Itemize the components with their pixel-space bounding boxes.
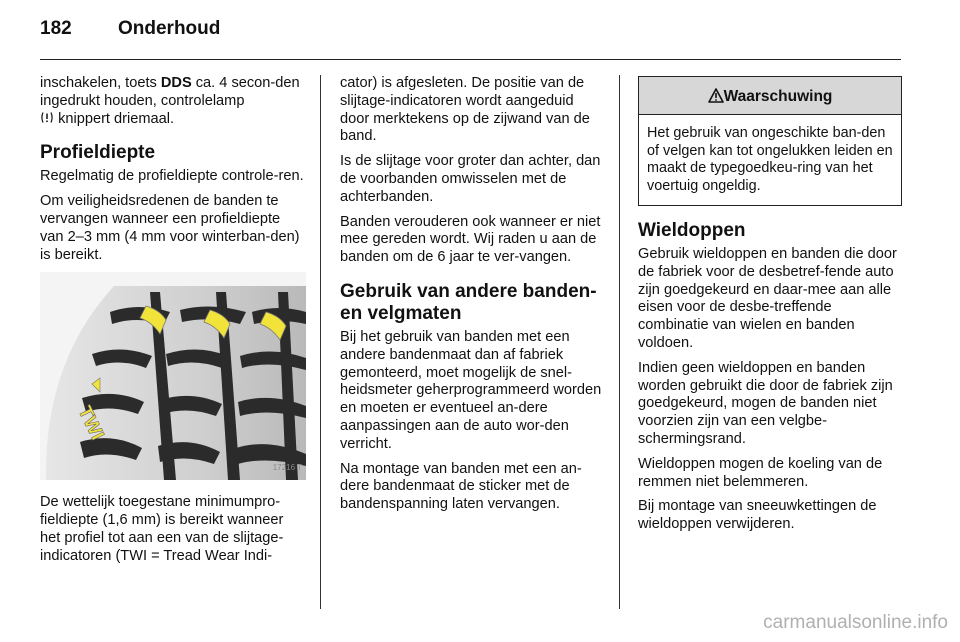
paragraph: Wieldoppen mogen de koeling van de remmen niet belemmeren. (638, 455, 883, 490)
warning-triangle-icon (708, 88, 724, 105)
column-divider (320, 75, 321, 609)
heading-profieldiepte: Profieldiepte (40, 142, 156, 164)
paragraph: Is de slijtage voor groter dan achter, dan de voorbanden omwisselen met de achterbanden. (340, 153, 601, 205)
watermark: carmanualsonline.info (763, 612, 948, 633)
dds-key-label: DDS (160, 75, 192, 91)
paragraph: cator) is afgesleten. De positie van de slijtage-indicatoren wordt aangeduid door merktekens op de zijwand van de band. (340, 75, 590, 145)
tire-tread-illustration (40, 272, 306, 480)
figure-code: 17216 T (272, 462, 302, 472)
paragraph: Bij het gebruik van banden met een andere bandenmaat dan af fabriek gemonteerd, moet mogelijk de snel-heidsmeter geherprogrammeerd worden en moeten er eventueel an-dere aanpassingen aan de auto wor-den verricht. (340, 328, 602, 452)
paragraph: De wettelijk toegestane minimumpro-fieldiepte (1,6 mm) is bereikt wanneer het profiel tot aan een van de slijtage-indicatoren (TWI = Tread Wear Indi- (40, 494, 284, 564)
warning-box (638, 76, 902, 206)
paragraph: Om veiligheidsredenen de banden te vervangen wanneer een profieldiepte van 2–3 mm (4 mm voor winterban-den) is bereikt. (40, 193, 300, 263)
column-divider (619, 75, 620, 609)
warning-text: Het gebruik van ongeschikte ban-den of velgen kan tot ongelukken leiden en maakt de typegoedkeu-ring van het voertuig ongeldig. (647, 124, 893, 195)
column-3 (638, 75, 902, 541)
paragraph: inschakelen, toets DDS ca. 4 secon-den ingedrukt houden, controlelamp knippert driemaal. (40, 75, 300, 127)
twi-marking-label: TWI (73, 403, 108, 444)
paragraph: Bij montage van sneeuwkettingen de wieldoppen verwijderen. (638, 498, 877, 533)
paragraph: Gebruik wieldoppen en banden die door de fabriek voor de desbetref-fende auto zijn goedgekeurd en daar-mee aan alle eisen voor de desbe-treffende combinatie van wielen en banden voldoen. (638, 245, 897, 351)
tire-pressure-warning-icon (40, 111, 54, 127)
warning-header (639, 77, 901, 115)
page-header (40, 18, 220, 40)
heading-gebruik-andere-banden: Gebruik van andere banden- en velgmaten (340, 280, 597, 324)
paragraph: Regelmatig de profieldiepte controle-ren. (40, 168, 304, 185)
warning-title: Waarschuwing (723, 88, 833, 105)
page-number: 182 (40, 18, 72, 39)
page-title: Onderhoud (118, 18, 221, 39)
column-1 (40, 75, 306, 573)
paragraph: Na montage van banden met een an-dere bandenmaat de sticker met de bandenspanning laten vervangen. (340, 460, 582, 513)
paragraph: Indien geen wieldoppen en banden worden gebruikt die door de fabriek zijn goedgekeurd, mogen de banden niet voorzien zijn van een velgbe-schermingsrand. (638, 359, 893, 447)
column-2 (340, 75, 606, 521)
paragraph: Banden verouderen ook wanneer er niet mee gereden wordt. Wij raden u aan de banden om de 6 jaar te ver-vangen. (340, 213, 601, 266)
header-rule (40, 59, 901, 60)
heading-wieldoppen: Wieldoppen (638, 219, 746, 241)
